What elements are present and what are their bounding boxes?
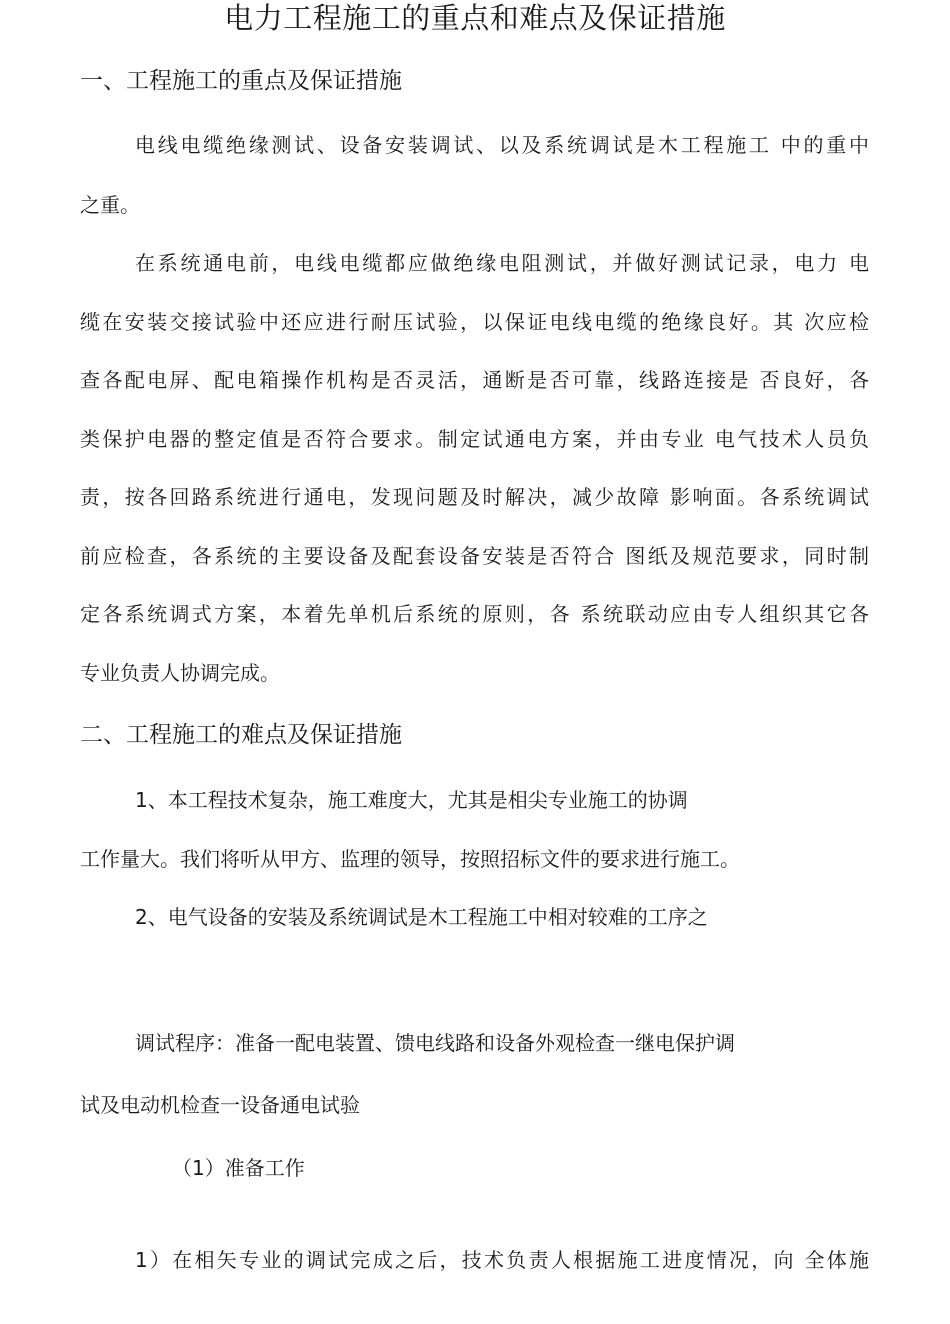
text-line: 1、本工程技术复杂，施工难度大，尤其是相尖专业施工的协调 [135,788,688,812]
text-line: 在系统通电前，电线电缆都应做绝缘电阻测试，并做好测试记录，电力 电 [135,251,869,275]
text-line: 专业负责人协调完成。 [80,661,280,685]
text-line: 调试程序：准备一配电装置、馈电线路和设备外观检查一继电保护调 [135,1031,735,1055]
document-title: 电力工程施工的重点和难点及保证措施 [224,1,726,35]
section-2-heading: 二、工程施工的难点及保证措施 [80,722,402,748]
section-1-heading: 一、工程施工的重点及保证措施 [80,68,402,94]
text-line: 责，按各回路系统进行通电，发现问题及时解决，减少故障 影响面。各系统调试 [80,485,869,509]
text-line: 电线电缆绝缘测试、设备安装调试、以及系统调试是木工程施工 中的重中 [135,133,869,157]
text-line: 定各系统调式方案，本着先单机后系统的原则，各 系统联动应由专人组织其它各 [80,602,869,626]
text-line: 试及电动机检查一设备通电试验 [80,1093,360,1117]
text-line: 工作量大。我们将听从甲方、监理的领导，按照招标文件的要求进行施工。 [80,847,740,871]
subsection-item: 1）在相矢专业的调试完成之后，技术负责人根据施工进度情况，向 全体施 [135,1248,869,1272]
text-line: 查各配电屏、配电箱操作机构是否灵活，通断是否可靠，线路连接是 否良好，各 [80,368,869,392]
text-line: 前应检查，各系统的主要设备及配套设备安装是否符合 图纸及规范要求，同时制 [80,544,869,568]
section-2-item-2: 2、电气设备的安装及系统调试是木工程施工中相对较难的工序之 [135,905,708,929]
text-line: 类保护电器的整定值是否符合要求。制定试通电方案，并由专业 电气技术人员负 [80,427,869,451]
text-line: 缆在安装交接试验中还应进行耐压试验，以保证电线电缆的绝缘良好。其 次应检 [80,310,869,334]
text-line: 之重。 [80,193,140,217]
subsection-heading: （1）准备工作 [172,1156,305,1180]
